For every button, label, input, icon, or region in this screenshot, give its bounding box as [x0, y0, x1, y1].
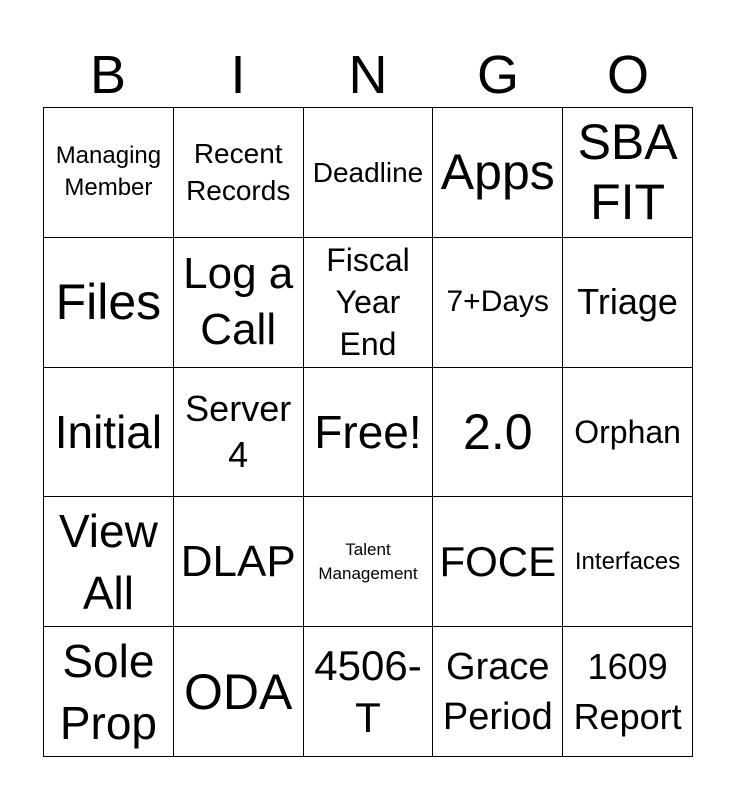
bingo-cell[interactable] [174, 497, 304, 627]
bingo-cell[interactable] [44, 497, 174, 627]
cell-text: View All [58, 504, 158, 619]
cell-text: Orphan [574, 413, 681, 450]
cell-text: ODA [184, 663, 293, 720]
bingo-cell[interactable] [563, 627, 693, 757]
cell-text: Server 4 [185, 387, 292, 475]
bingo-cell[interactable] [433, 368, 563, 498]
bingo-cell[interactable] [433, 238, 563, 368]
cell-text: Apps [440, 144, 555, 201]
cell-text: Files [55, 274, 162, 331]
bingo-cell[interactable] [563, 497, 693, 627]
cell-text: Triage [577, 281, 678, 323]
bingo-cell[interactable] [304, 108, 434, 238]
header-letter-i: I [230, 45, 246, 105]
bingo-cell[interactable] [174, 108, 304, 238]
cell-text: Sole Prop [59, 634, 157, 749]
bingo-board [43, 107, 693, 757]
cell-text: Free! [314, 405, 422, 458]
bingo-cell[interactable] [174, 368, 304, 498]
bingo-cell[interactable] [174, 627, 304, 757]
cell-text: Deadline [312, 156, 424, 188]
cell-text: Grace Period [442, 645, 553, 738]
cell-text: 1609 Report [573, 645, 682, 737]
bingo-cell[interactable] [174, 238, 304, 368]
bingo-cell[interactable] [304, 368, 434, 498]
bingo-cell[interactable] [44, 368, 174, 498]
bingo-cell[interactable] [563, 368, 693, 498]
cell-text: Talent Management [318, 539, 418, 583]
cell-text: FOCE [439, 537, 557, 585]
cell-text: 7+Days [446, 285, 550, 319]
bingo-cell[interactable] [433, 627, 563, 757]
bingo-cell[interactable] [304, 238, 434, 368]
cell-text: Initial [54, 405, 163, 458]
bingo-cell[interactable] [433, 108, 563, 238]
bingo-cell[interactable] [304, 497, 434, 627]
bingo-header [43, 42, 693, 108]
header-letter-b: B [89, 45, 127, 105]
bingo-cell[interactable] [304, 627, 434, 757]
cell-text: SBA FIT [577, 114, 678, 231]
cell-text: Fiscal Year End [326, 242, 410, 363]
header-letter-o: O [606, 45, 649, 105]
cell-text: Interfaces [574, 547, 681, 575]
bingo-cell[interactable] [44, 238, 174, 368]
header-letter-g: G [476, 45, 519, 105]
bingo-cell[interactable] [563, 108, 693, 238]
bingo-cell[interactable] [44, 627, 174, 757]
cell-text: DLAP [180, 536, 296, 586]
cell-text: Managing Member [55, 142, 162, 202]
header-letter-n: N [348, 45, 388, 105]
bingo-cell[interactable] [433, 497, 563, 627]
cell-text: 2.0 [463, 403, 533, 460]
cell-text: Log a Call [183, 249, 294, 355]
cell-text: 4506- T [314, 641, 422, 741]
bingo-cell[interactable] [563, 238, 693, 368]
bingo-cell[interactable] [44, 108, 174, 238]
cell-text: Recent Records [186, 138, 291, 207]
